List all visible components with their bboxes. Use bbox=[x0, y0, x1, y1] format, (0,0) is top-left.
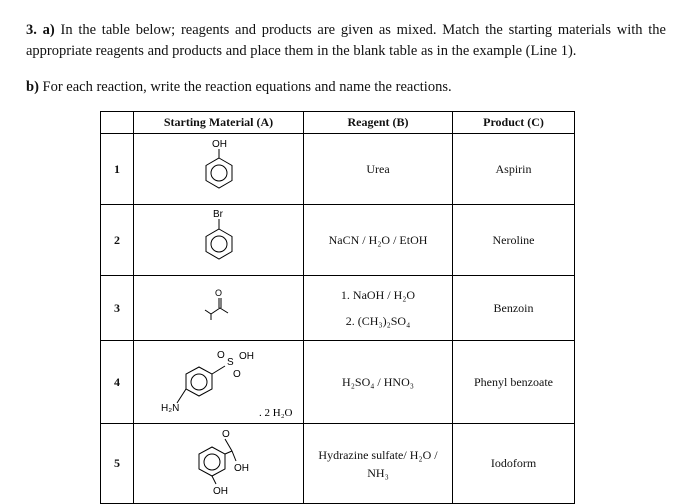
table-row bbox=[101, 341, 575, 424]
structure-label: OH bbox=[212, 485, 228, 497]
structure-label: O bbox=[216, 350, 225, 361]
product-cell: Neroline bbox=[453, 205, 575, 276]
row-number: 3 bbox=[101, 276, 134, 341]
matching-table bbox=[100, 111, 575, 504]
row-number: 1 bbox=[101, 134, 134, 205]
question-part-b bbox=[26, 77, 452, 98]
reagent-cell bbox=[304, 424, 453, 504]
reagent-cell bbox=[304, 276, 453, 341]
table-row bbox=[101, 205, 575, 276]
reagent-line: H₂SO₄ / HNO₃ bbox=[342, 374, 414, 389]
reagent-cell bbox=[304, 205, 453, 276]
structure-label: OH bbox=[211, 139, 227, 150]
structure-cell bbox=[134, 424, 304, 504]
reagent-line: 2. (CH₃)₂SO₄ bbox=[345, 314, 411, 328]
structure-label: OH bbox=[238, 351, 254, 362]
table-row bbox=[101, 424, 575, 504]
product-cell: Aspirin bbox=[453, 134, 575, 205]
reagent-line: Urea bbox=[366, 161, 390, 176]
ketone-structure bbox=[189, 286, 249, 326]
structure-cell bbox=[134, 341, 304, 424]
structure-label: O bbox=[214, 288, 222, 298]
structure-label: O bbox=[221, 428, 230, 440]
structure-label: Br bbox=[212, 209, 223, 220]
sulfanilic-acid-structure bbox=[135, 341, 303, 419]
reagent-line: NH₃ bbox=[367, 465, 389, 480]
part-a-label: 3. a) bbox=[26, 22, 55, 38]
part-b-label: b) bbox=[26, 79, 39, 95]
phenol-structure bbox=[189, 134, 249, 200]
structure-cell bbox=[134, 205, 304, 276]
structure-label: S bbox=[226, 357, 234, 368]
product-cell: Benzoin bbox=[453, 276, 575, 341]
bromobenzene-structure bbox=[189, 205, 249, 271]
header-reagent: Reagent (B) bbox=[304, 112, 453, 134]
table-row bbox=[101, 134, 575, 205]
structure-label: OH bbox=[233, 462, 249, 474]
reagent-line: 1. NaOH / H₂O bbox=[340, 288, 416, 302]
row-number: 5 bbox=[101, 424, 134, 504]
salicylic-acid-structure bbox=[174, 427, 264, 497]
header-number bbox=[101, 112, 134, 134]
reagent-line: NaCN / H₂O / EtOH bbox=[328, 232, 428, 247]
part-a-text: In the table below; reagents and products are given as mixed. Match the starting materials with the appropriate reagents and products and place them in the blank table as in the example (Line 1). bbox=[26, 22, 666, 59]
reagent-line: Hydrazine sulfate/ H₂O / bbox=[318, 447, 438, 462]
question-part-a bbox=[26, 20, 666, 62]
product-cell: Phenyl benzoate bbox=[453, 341, 575, 424]
header-starting-material: Starting Material (A) bbox=[134, 112, 304, 134]
product-cell: Iodoform bbox=[453, 424, 575, 504]
structure-label: O bbox=[232, 369, 241, 380]
row-number: 2 bbox=[101, 205, 134, 276]
structure-label: H₂N bbox=[160, 403, 179, 414]
hydrate-label: . 2 H₂O bbox=[258, 407, 292, 419]
row-number: 4 bbox=[101, 341, 134, 424]
header-product: Product (C) bbox=[453, 112, 575, 134]
reagent-cell bbox=[304, 341, 453, 424]
table-row bbox=[101, 276, 575, 341]
reagent-cell bbox=[304, 134, 453, 205]
structure-cell bbox=[134, 276, 304, 341]
part-b-text: For each reaction, write the reaction equations and name the reactions. bbox=[42, 79, 452, 95]
structure-cell bbox=[134, 134, 304, 205]
